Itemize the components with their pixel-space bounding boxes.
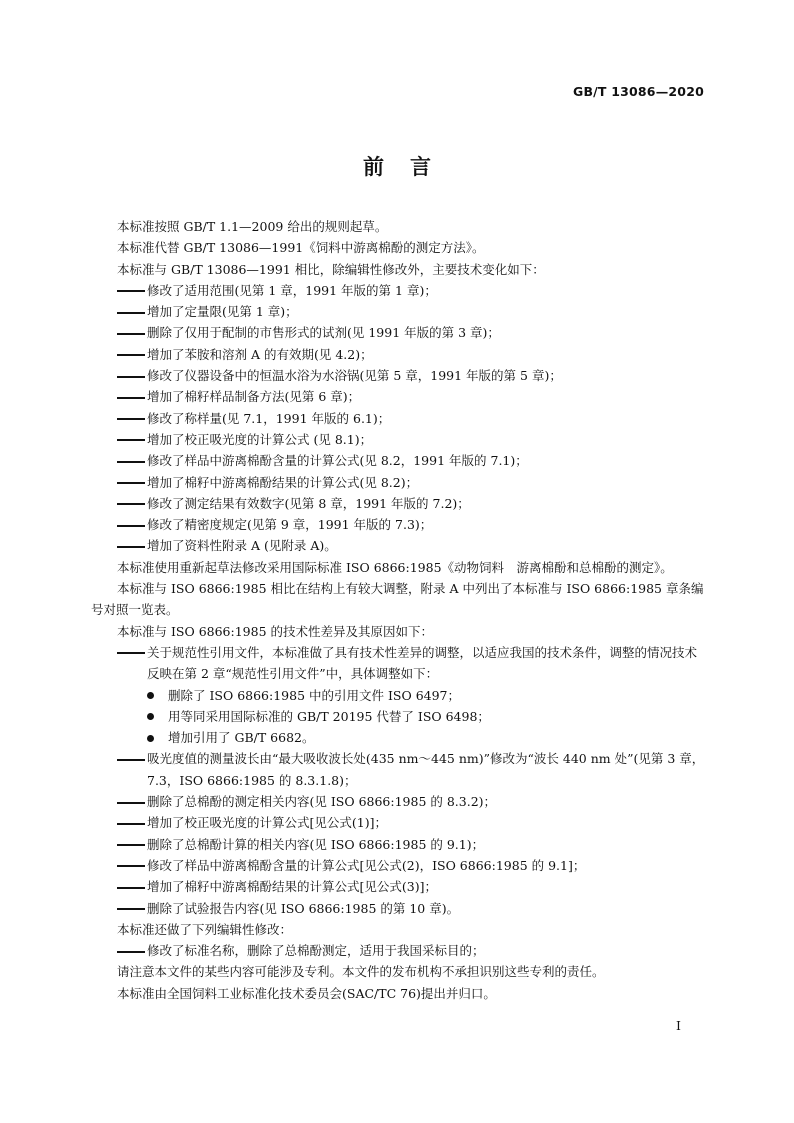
list-item: 修改了精密度规定(见第 9 章，1991 年版的 7.3)； [91,514,705,535]
list-item: 删除了仅用于配制的市售形式的试剂(见 1991 年版的第 3 章)； [91,322,705,343]
dash-mark [117,439,145,441]
dash-mark [117,759,145,761]
bullet-item: 删除了 ISO 6866:1985 中的引用文件 ISO 6497； [91,685,705,706]
list-item: 修改了测定结果有效数字(见第 8 章，1991 年版的 7.2)； [91,493,705,514]
dash-mark [117,354,145,356]
list-item: 删除了总棉酚计算的相关内容(见 ISO 6866:1985 的 9.1)； [91,834,705,855]
changes-intro-paragraph: 本标准与 GB/T 13086—1991 相比，除编辑性修改外，主要技术变化如下： [117,261,545,277]
dash-mark [117,802,145,804]
page-number: I [676,1018,681,1033]
bullet-dot [147,735,154,742]
dash-mark [117,397,145,399]
list-item: 修改了称样量(见 7.1，1991 年版的 6.1)； [91,408,705,429]
dash-mark [117,844,145,846]
list-item: 关于规范性引用文件，本标准做了具有技术性差异的调整，以适应我国的技术条件，调整的情况技术反映在第 2 章“规范性引用文件”中，具体调整如下： [91,642,705,685]
drafting-rule-paragraph: 本标准按照 GB/T 1.1—2009 给出的规则起草。 [117,219,388,234]
dash-mark [117,823,145,825]
list-item: 增加了苯胺和溶剂 A 的有效期(见 4.2)； [91,344,705,365]
list-item: 吸光度值的测量波长由“最大吸收波长处(435 nm～445 nm)”修改为“波长 440 nm 处”(见第 3 章，7.3，ISO 6866:1985 的 8.3.1.8)； [91,748,705,791]
dash-mark [117,908,145,910]
list-item: 增加了棉籽样品制备方法(见第 6 章)； [91,386,705,407]
list-item: 修改了仪器设备中的恒温水浴为水浴锅(见第 5 章，1991 年版的第 5 章)； [91,365,705,386]
list-item: 删除了试验报告内容(见 ISO 6866:1985 的第 10 章)。 [91,898,705,919]
list-item: 增加了校正吸光度的计算公式 (见 8.1)； [91,429,705,450]
dash-mark [117,525,145,527]
list-item: 增加了定量限(见第 1 章)； [91,301,705,322]
dash-mark [117,546,145,548]
list-item: 修改了样品中游离棉酚含量的计算公式[见公式(2)，ISO 6866:1985 的 9.1]； [91,855,705,876]
dash-mark [117,652,145,654]
list-item: 增加了校正吸光度的计算公式[见公式(1)]； [91,812,705,833]
dash-mark [117,482,145,484]
editorial-intro-paragraph: 本标准还做了下列编辑性修改： [117,921,293,937]
dash-mark [117,333,145,335]
dash-mark [117,376,145,378]
dash-mark [117,418,145,420]
bullet-dot [147,713,154,720]
dash-mark [117,951,145,953]
bullet-item: 用等同采用国际标准的 GB/T 20195 代替了 ISO 6498； [91,706,705,727]
list-item: 增加了棉籽中游离棉酚结果的计算公式[见公式(3)]； [91,876,705,897]
adoption-paragraph: 本标准使用重新起草法修改采用国际标准 ISO 6866:1985《动物饲料 游离棉酚和总棉酚的测定》。 [117,559,673,575]
dash-mark [117,865,145,867]
list-item: 增加了资料性附录 A (见附录 A)。 [91,535,705,556]
dash-mark [117,887,145,889]
technical-changes-list [91,280,705,557]
bullet-dot [147,692,154,699]
page-title: 前言 [363,154,457,179]
committee-paragraph: 本标准由全国饲料工业标准化技术委员会(SAC/TC 76)提出并归口。 [117,985,496,1001]
technical-differences-list [91,642,705,919]
dash-mark [117,312,145,314]
bullet-item: 增加引用了 GB/T 6682。 [91,727,705,748]
list-item: 修改了样品中游离棉酚含量的计算公式(见 8.2，1991 年版的 7.1)； [91,450,705,471]
standard-code: GB/T 13086—2020 [572,84,704,99]
list-item: 删除了总棉酚的测定相关内容(见 ISO 6866:1985 的 8.3.2)； [91,791,705,812]
replacement-paragraph: 本标准代替 GB/T 13086—1991《饲料中游离棉酚的测定方法》。 [117,240,485,256]
foreword-body [91,216,705,1004]
dash-mark [117,503,145,505]
list-item: 修改了适用范围(见第 1 章，1991 年版的第 1 章)； [91,280,705,301]
dash-mark [117,461,145,463]
structure-paragraph: 本标准与 ISO 6866:1985 相比在结构上有较大调整，附录 A 中列出了本标准与 ISO 6866:1985 章条编号对照一览表。 [91,581,704,618]
list-item: 增加了棉籽中游离棉酚结果的计算公式(见 8.2)； [91,472,705,493]
differences-intro-paragraph: 本标准与 ISO 6866:1985 的技术性差异及其原因如下： [117,623,434,639]
patent-notice-paragraph: 请注意本文件的某些内容可能涉及专利。本文件的发布机构不承担识别这些专利的责任。 [117,964,605,980]
dash-mark [117,290,145,292]
list-item: 修改了标准名称，删除了总棉酚测定，适用于我国采标目的； [91,940,705,961]
